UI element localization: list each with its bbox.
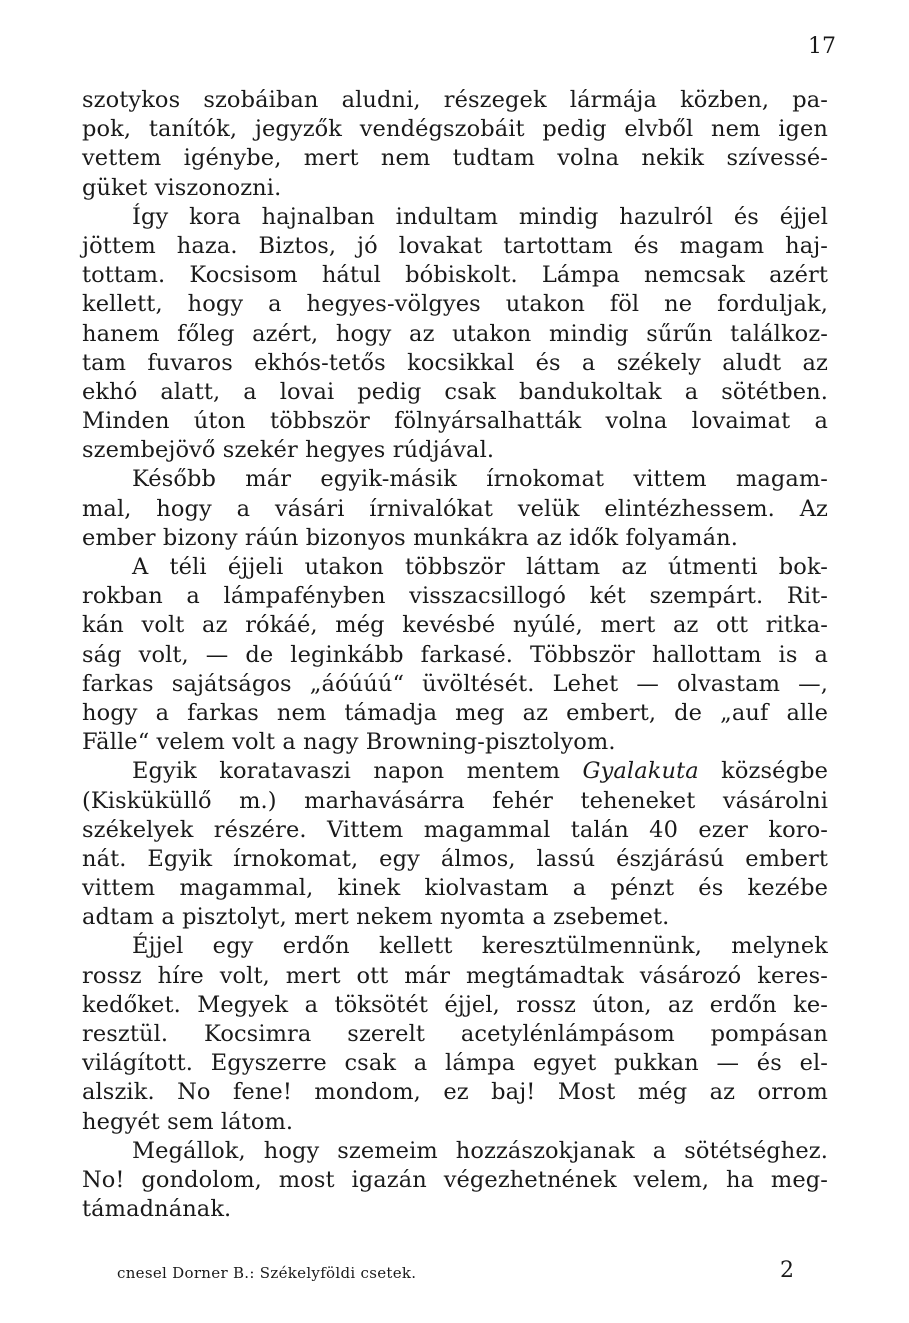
text-line: kedőket. Megyek a töksötét éjjel, rossz úton, az erdőn ke-	[82, 991, 828, 1018]
text-line: ekhó alatt, a lovai pedig csak bandukoltak a sötétben.	[82, 378, 828, 405]
text-line: A téli éjjeli utakon többször láttam az útmenti bok-	[132, 554, 828, 580]
text-line: székelyek részére. Vittem magammal talán 40 ezer koro-	[82, 816, 828, 843]
text-line: rossz híre volt, mert ott már megtámadtak vásározó keres-	[82, 962, 828, 989]
text-line: (Kisküküllő m.) marhavásárra fehér teheneket vásárolni	[82, 787, 828, 814]
text-line: alszik. No fene! mondom, ez baj! Most még az orrom	[82, 1079, 828, 1106]
text-line: Minden úton többször fölnyársalhatták volna lovaimat a	[82, 408, 828, 435]
text-line: rokban a lámpafényben visszacsillogó két szempárt. Rit-	[82, 583, 828, 610]
text-line: szotykos szobáiban aludni, részegek lármája közben, pa-	[82, 87, 828, 113]
text-line: kán volt az rókáé, még kevésbé nyúlé, mert az ott ritka-	[82, 612, 828, 639]
text-line: kellett, hogy a hegyes-völgyes utakon föl ne forduljak,	[82, 291, 828, 318]
text-line: jöttem haza. Biztos, jó lovakat tartottam és magam haj-	[82, 232, 828, 259]
body-text	[82, 86, 828, 1224]
text-line: hegyét sem látom.	[82, 1108, 294, 1135]
text-line: resztül. Kocsimra szerelt acetylénlámpásom pompásan	[82, 1021, 828, 1047]
text-line: güket viszonozni.	[82, 174, 282, 201]
text-line: tottam. Kocsisom hátul bóbiskolt. Lámpa nemcsak azért	[82, 262, 828, 289]
text-line: Így kora hajnalban indultam mindig hazulról és éjjel	[132, 203, 828, 230]
text-line: vettem igénybe, mert nem tudtam volna nekik szívessé-	[82, 145, 828, 172]
italic-placename: Gyalakuta	[582, 758, 699, 785]
text-line: hogy a farkas nem támadja meg az embert, de „auf alle	[82, 699, 828, 726]
text-line: ember bizony ráún bizonyos munkákra az idők folyamán.	[82, 524, 738, 551]
text-line: Megállok, hogy szemeim hozzászokjanak a sötétséghez.	[132, 1137, 828, 1164]
text-line: pok, tanítók, jegyzők vendégszobáit pedig elvből nem igen	[82, 116, 828, 143]
text-line: Fälle“ velem volt a nagy Browning-pisztolyom.	[82, 729, 616, 756]
text-line: hanem főleg azért, hogy az utakon mindig sűrűn találkoz-	[82, 320, 828, 347]
text-line: ság volt, — de leginkább farkasé. Többször hallottam is a	[82, 641, 828, 668]
text-line: szembejövő szekér hegyes rúdjával.	[82, 437, 495, 464]
text-line: mal, hogy a vásári írnivalókat velük elintézhessem. Az	[82, 495, 828, 522]
page-number: 17	[808, 34, 836, 59]
text-line: tam fuvaros ekhós-tetős kocsikkal és a székely aludt az	[82, 349, 828, 376]
text-line: világított. Egyszerre csak a lámpa egyet pukkan — és el-	[82, 1050, 828, 1077]
text-line: No! gondolom, most igazán végezhetnének velem, ha meg-	[82, 1166, 828, 1193]
footer-note: cnesel Dorner B.: Székelyföldi csetek.	[117, 1264, 417, 1282]
text-line: Egyik koratavaszi napon mentem Gyalakuta községbe	[132, 758, 828, 785]
text-line: támadnának.	[82, 1196, 232, 1223]
text-line: Éjjel egy erdőn kellett keresztülmennünk, melynek	[132, 933, 828, 960]
text-line: nát. Egyik írnokomat, egy álmos, lassú észjárású embert	[82, 845, 828, 872]
text-line: Később már egyik-másik írnokomat vittem magam-	[132, 466, 828, 493]
text-line: farkas sajátságos „áóúúú“ üvöltését. Lehet — olvastam —,	[82, 670, 828, 697]
text-line: vittem magammal, kinek kiolvastam a pénzt és kezébe	[82, 875, 828, 902]
text-line: adtam a pisztolyt, mert nekem nyomta a zsebemet.	[82, 904, 670, 931]
signature-mark: 2	[780, 1258, 794, 1283]
